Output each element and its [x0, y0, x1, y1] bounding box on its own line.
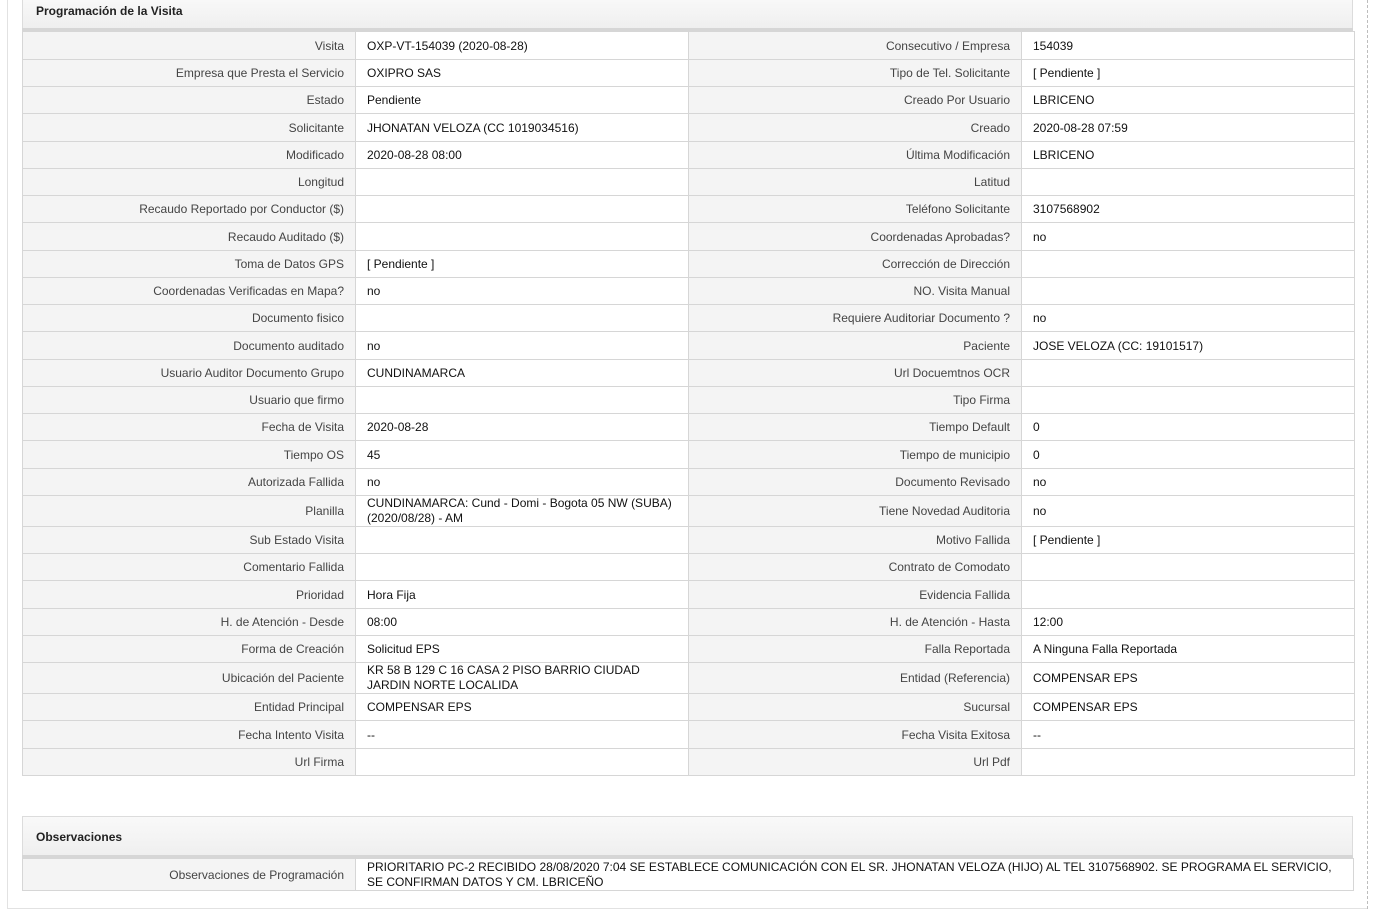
- detail-label: Toma de Datos GPS: [23, 251, 356, 278]
- detail-row: [23, 663, 1355, 694]
- detail-value: [356, 554, 689, 581]
- detail-label: Longitud: [23, 169, 356, 196]
- detail-label: Url Firma: [23, 749, 356, 776]
- detail-label: Motivo Fallida: [689, 527, 1022, 554]
- detail-row: [23, 142, 1355, 169]
- detail-value: no: [356, 278, 689, 305]
- detail-row: [23, 278, 1355, 305]
- detail-value: [1022, 554, 1355, 581]
- detail-value: [356, 527, 689, 554]
- detail-row: [23, 414, 1355, 441]
- detail-label: Sub Estado Visita: [23, 527, 356, 554]
- observaciones-row: [23, 859, 1354, 891]
- visita-panel-title: Programación de la Visita: [22, 0, 1353, 28]
- detail-row: [23, 114, 1355, 142]
- detail-label: Comentario Fallida: [23, 554, 356, 581]
- detail-label: Url Pdf: [689, 749, 1022, 776]
- detail-value: [1022, 278, 1355, 305]
- detail-label: Tiempo de municipio: [689, 441, 1022, 469]
- detail-label: Consecutivo / Empresa: [689, 32, 1022, 60]
- detail-label: H. de Atención - Hasta: [689, 609, 1022, 636]
- detail-value: [356, 305, 689, 332]
- detail-label: Última Modificación: [689, 142, 1022, 169]
- detail-value: no: [356, 332, 689, 360]
- detail-value: 2020-08-28 07:59: [1022, 114, 1355, 142]
- detail-label: Fecha Visita Exitosa: [689, 721, 1022, 749]
- detail-value: Hora Fija: [356, 581, 689, 609]
- detail-value: 3107568902: [1022, 196, 1355, 223]
- detail-row: [23, 527, 1355, 554]
- detail-label: Requiere Auditoriar Documento ?: [689, 305, 1022, 332]
- detail-label: Recaudo Auditado ($): [23, 223, 356, 251]
- detail-label: Planilla: [23, 496, 356, 527]
- detail-label: Entidad (Referencia): [689, 663, 1022, 694]
- detail-label: Usuario que firmo: [23, 387, 356, 414]
- detail-value: 0: [1022, 414, 1355, 441]
- detail-value: no: [1022, 305, 1355, 332]
- detail-row: [23, 749, 1355, 776]
- detail-row: [23, 87, 1355, 114]
- detail-value: [ Pendiente ]: [1022, 60, 1355, 87]
- observaciones-label: Observaciones de Programación: [23, 859, 356, 891]
- detail-value: [356, 387, 689, 414]
- detail-label: Corrección de Dirección: [689, 251, 1022, 278]
- detail-label: Coordenadas Aprobadas?: [689, 223, 1022, 251]
- detail-value: [356, 749, 689, 776]
- detail-row: [23, 169, 1355, 196]
- detail-row: [23, 469, 1355, 496]
- detail-label: Contrato de Comodato: [689, 554, 1022, 581]
- detail-label: Usuario Auditor Documento Grupo: [23, 360, 356, 387]
- detail-label: Tiempo Default: [689, 414, 1022, 441]
- detail-value: --: [1022, 721, 1355, 749]
- detail-row: [23, 496, 1355, 527]
- detail-value: [1022, 360, 1355, 387]
- detail-label: Forma de Creación: [23, 636, 356, 663]
- detail-label: Tipo Firma: [689, 387, 1022, 414]
- page-left-border: [7, 0, 8, 909]
- detail-value: no: [356, 469, 689, 496]
- detail-label: Tiempo OS: [23, 441, 356, 469]
- detail-label: Documento fisico: [23, 305, 356, 332]
- detail-label: Teléfono Solicitante: [689, 196, 1022, 223]
- detail-value: [1022, 581, 1355, 609]
- detail-label: Url Docuemtnos OCR: [689, 360, 1022, 387]
- detail-label: Solicitante: [23, 114, 356, 142]
- detail-row: [23, 360, 1355, 387]
- detail-value: COMPENSAR EPS: [356, 694, 689, 721]
- detail-label: Documento auditado: [23, 332, 356, 360]
- observaciones-panel-title: Observaciones: [22, 816, 1353, 855]
- detail-row: [23, 694, 1355, 721]
- visita-panel: [22, 0, 1353, 776]
- detail-label: Prioridad: [23, 581, 356, 609]
- detail-value: [1022, 251, 1355, 278]
- detail-label: Sucursal: [689, 694, 1022, 721]
- detail-label: Coordenadas Verificadas en Mapa?: [23, 278, 356, 305]
- detail-row: [23, 441, 1355, 469]
- detail-value: COMPENSAR EPS: [1022, 663, 1355, 694]
- detail-value: no: [1022, 469, 1355, 496]
- detail-value: [356, 196, 689, 223]
- detail-label: Entidad Principal: [23, 694, 356, 721]
- observaciones-value: PRIORITARIO PC-2 RECIBIDO 28/08/2020 7:04 SE ESTABLECE COMUNICACIÓN CON EL SR. JHONATAN VELOZA (HIJO) AL TEL 3107568902. SE PROGRAMA EL SERVICIO, SE CONFIRMAN DATOS Y CM. LBRICEÑO: [356, 859, 1354, 891]
- detail-label: Paciente: [689, 332, 1022, 360]
- detail-label: Creado Por Usuario: [689, 87, 1022, 114]
- detail-value: [1022, 749, 1355, 776]
- detail-label: Tiene Novedad Auditoria: [689, 496, 1022, 527]
- detail-row: [23, 60, 1355, 87]
- detail-value: [1022, 387, 1355, 414]
- detail-value: CUNDINAMARCA: [356, 360, 689, 387]
- detail-value: [356, 223, 689, 251]
- page-right-dashed-border: [1367, 0, 1368, 909]
- detail-label: Documento Revisado: [689, 469, 1022, 496]
- detail-value: [1022, 169, 1355, 196]
- detail-value: JHONATAN VELOZA (CC 1019034516): [356, 114, 689, 142]
- detail-label: Visita: [23, 32, 356, 60]
- detail-value: --: [356, 721, 689, 749]
- detail-value: [ Pendiente ]: [356, 251, 689, 278]
- detail-value: JOSE VELOZA (CC: 19101517): [1022, 332, 1355, 360]
- detail-value: KR 58 B 129 C 16 CASA 2 PISO BARRIO CIUDAD JARDIN NORTE LOCALIDA: [356, 663, 689, 694]
- detail-value: Pendiente: [356, 87, 689, 114]
- detail-value: 2020-08-28: [356, 414, 689, 441]
- observaciones-table: [22, 858, 1354, 891]
- detail-label: Fecha Intento Visita: [23, 721, 356, 749]
- detail-label: Tipo de Tel. Solicitante: [689, 60, 1022, 87]
- detail-row: [23, 332, 1355, 360]
- detail-value: LBRICENO: [1022, 142, 1355, 169]
- detail-row: [23, 196, 1355, 223]
- detail-label: Fecha de Visita: [23, 414, 356, 441]
- detail-value: 2020-08-28 08:00: [356, 142, 689, 169]
- detail-row: [23, 636, 1355, 663]
- detail-value: LBRICENO: [1022, 87, 1355, 114]
- detail-row: [23, 305, 1355, 332]
- detail-row: [23, 32, 1355, 60]
- detail-label: Creado: [689, 114, 1022, 142]
- detail-value: 12:00: [1022, 609, 1355, 636]
- detail-label: Latitud: [689, 169, 1022, 196]
- detail-value: 154039: [1022, 32, 1355, 60]
- detail-label: Ubicación del Paciente: [23, 663, 356, 694]
- detail-row: [23, 721, 1355, 749]
- detail-label: NO. Visita Manual: [689, 278, 1022, 305]
- detail-row: [23, 554, 1355, 581]
- detail-value: no: [1022, 496, 1355, 527]
- detail-value: OXP-VT-154039 (2020-08-28): [356, 32, 689, 60]
- detail-value: CUNDINAMARCA: Cund - Domi - Bogota 05 NW (SUBA) (2020/08/28) - AM: [356, 496, 689, 527]
- detail-value: 45: [356, 441, 689, 469]
- detail-row: [23, 581, 1355, 609]
- visita-details-table: [22, 31, 1355, 776]
- detail-row: [23, 223, 1355, 251]
- detail-value: COMPENSAR EPS: [1022, 694, 1355, 721]
- observaciones-panel: [22, 816, 1353, 891]
- visita-details-body: [23, 32, 1355, 776]
- detail-value: [356, 169, 689, 196]
- detail-row: [23, 609, 1355, 636]
- detail-value: Solicitud EPS: [356, 636, 689, 663]
- detail-row: [23, 387, 1355, 414]
- detail-label: Autorizada Fallida: [23, 469, 356, 496]
- detail-row: [23, 251, 1355, 278]
- detail-value: [ Pendiente ]: [1022, 527, 1355, 554]
- detail-label: Evidencia Fallida: [689, 581, 1022, 609]
- detail-label: Modificado: [23, 142, 356, 169]
- detail-label: H. de Atención - Desde: [23, 609, 356, 636]
- detail-value: 0: [1022, 441, 1355, 469]
- detail-value: OXIPRO SAS: [356, 60, 689, 87]
- detail-value: no: [1022, 223, 1355, 251]
- detail-label: Estado: [23, 87, 356, 114]
- detail-label: Recaudo Reportado por Conductor ($): [23, 196, 356, 223]
- detail-value: A Ninguna Falla Reportada: [1022, 636, 1355, 663]
- detail-label: Empresa que Presta el Servicio: [23, 60, 356, 87]
- detail-value: 08:00: [356, 609, 689, 636]
- detail-label: Falla Reportada: [689, 636, 1022, 663]
